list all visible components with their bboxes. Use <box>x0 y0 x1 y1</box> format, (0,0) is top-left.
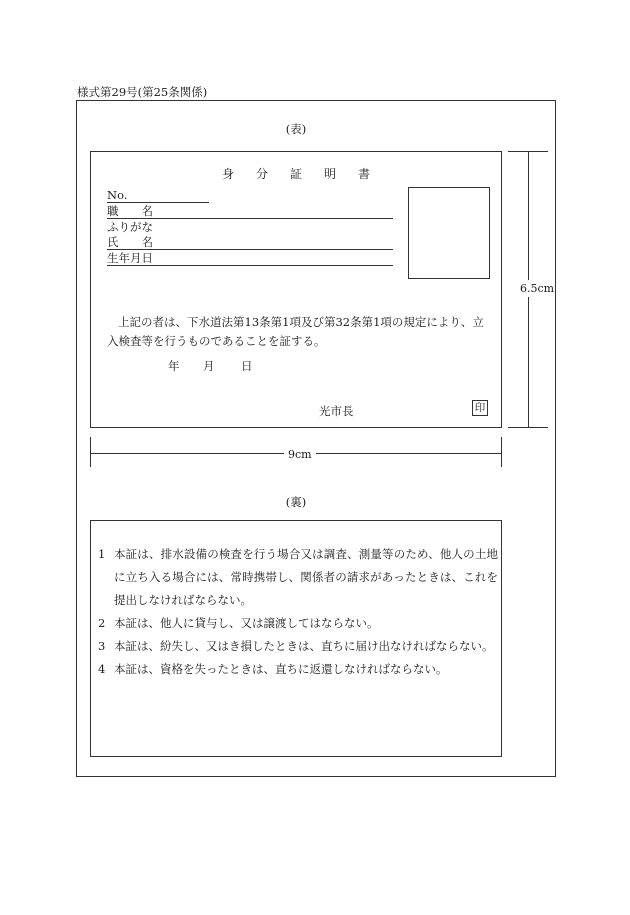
back-notes-list <box>98 543 498 681</box>
back-note-item <box>98 612 498 635</box>
width-tick-left <box>90 437 91 467</box>
front-heading: (表) <box>285 122 307 136</box>
card-title-char: 身 <box>221 167 234 181</box>
id-card-front <box>90 151 502 428</box>
note-text: 本証は、他人に貸与し、又は譲渡してはならない。 <box>114 616 379 630</box>
height-dimension-label: 6.5cm <box>520 282 555 295</box>
date-day: 日 <box>241 359 253 373</box>
date-month: 月 <box>203 359 215 373</box>
back-note-item <box>98 658 498 681</box>
note-number: 3 <box>98 639 106 653</box>
note-number: 4 <box>98 662 106 676</box>
field-birthdate: 生年月日 <box>107 251 393 266</box>
card-title-char: 書 <box>358 167 371 181</box>
note-text: 本証は、資格を失ったときは、直ちに返還しなければならない。 <box>114 662 448 676</box>
note-text: 本証は、排水設備の検査を行う場合又は調査、測量等のため、他人の土地に立ち入る場合には、常時携帯し、関係者の請求があったときは、これを提出しなければならない。 <box>114 547 498 607</box>
note-text: 本証は、紛失し、又はき損したときは、直ちに届け出なければならない。 <box>114 639 494 653</box>
back-note-item <box>98 543 498 612</box>
width-tick-right <box>501 437 502 467</box>
card-title <box>91 165 501 182</box>
field-furigana: ふりがな <box>107 220 153 234</box>
card-title-char: 分 <box>255 167 268 181</box>
seal-mark: 印 <box>472 400 488 416</box>
issuer-name: 光市長 <box>319 404 354 418</box>
card-title-char: 証 <box>289 167 302 181</box>
card-title-char: 明 <box>324 167 337 181</box>
back-note-item <box>98 635 498 658</box>
note-number: 2 <box>98 616 106 630</box>
back-heading: (裏) <box>285 495 307 509</box>
id-card-back <box>90 520 502 757</box>
field-number: No. <box>107 188 209 203</box>
photo-box <box>408 187 490 279</box>
width-dimension-label: 9cm <box>284 448 316 461</box>
field-position: 職 名 <box>107 204 393 219</box>
note-number: 1 <box>98 547 106 561</box>
certification-text: 上記の者は、下水道法第13条第1項及び第32条第1項の規定により、立入検査等を行うものであることを証する。 <box>107 315 484 348</box>
field-name: 氏 名 <box>107 235 393 250</box>
form-number: 様式第29号(第25条関係) <box>77 85 208 99</box>
date-year: 年 <box>168 359 180 373</box>
